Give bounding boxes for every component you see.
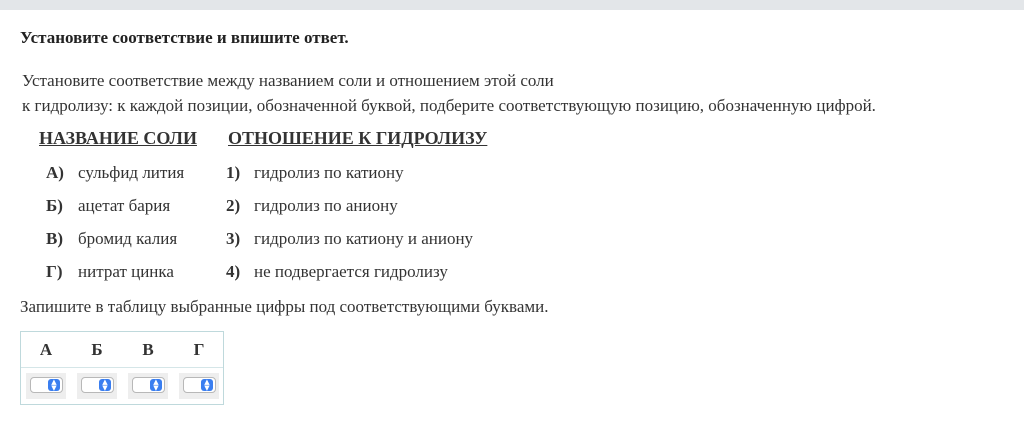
task-description <box>22 68 876 118</box>
answer-column-header-v: В <box>142 340 154 359</box>
answer-column-header-a: А <box>39 340 53 359</box>
intro-line-2: к гидролизу: к каждой позиции, обозначенной буквой, подберите соответствующую позицию, обозначенную цифрой. <box>22 96 876 115</box>
salt-name: ацетат бария <box>78 196 171 215</box>
option-text: гидролиз по аниону <box>254 196 398 215</box>
option-number: 1) <box>226 163 241 182</box>
table-divider <box>21 367 223 368</box>
answer-column-header-g: Г <box>193 340 205 359</box>
answer-column-header-b: Б <box>91 340 103 359</box>
option-number: 2) <box>226 196 241 215</box>
salt-letter: А) <box>46 163 64 182</box>
task-title: Установите соответствие и впишите ответ. <box>20 28 349 47</box>
salt-name: нитрат цинка <box>78 262 174 281</box>
salt-name: бромид калия <box>78 229 178 248</box>
salt-letter: В) <box>46 229 63 248</box>
updown-arrows-icon: ▲ ▼ <box>201 379 213 391</box>
salt-name: сульфид лития <box>78 163 185 182</box>
answer-instruction: Запишите в таблицу выбранные цифры под соответствующими буквами. <box>20 297 549 316</box>
top-bar <box>0 0 1024 10</box>
answer-table <box>20 331 224 405</box>
answer-select-g[interactable] <box>183 377 216 393</box>
salt-letter: Г) <box>46 262 63 281</box>
salt-letter: Б) <box>46 196 63 215</box>
intro-line-1: Установите соответствие между названием соли и отношением этой соли <box>22 71 554 90</box>
option-number: 4) <box>226 262 241 281</box>
option-number: 3) <box>226 229 241 248</box>
option-text: не подвергается гидролизу <box>254 262 448 281</box>
option-text: гидролиз по катиону и аниону <box>254 229 474 248</box>
hydrolysis-column-header: ОТНОШЕНИЕ К ГИДРОЛИЗУ <box>228 128 488 148</box>
updown-arrows-icon: ▲ ▼ <box>99 379 111 391</box>
answer-select-v[interactable] <box>132 377 165 393</box>
updown-arrows-icon: ▲ ▼ <box>150 379 162 391</box>
answer-select-a[interactable] <box>30 377 63 393</box>
salt-column-header: НАЗВАНИЕ СОЛИ <box>39 128 197 148</box>
option-text: гидролиз по катиону <box>254 163 404 182</box>
updown-arrows-icon: ▲ ▼ <box>48 379 60 391</box>
answer-select-b[interactable] <box>81 377 114 393</box>
